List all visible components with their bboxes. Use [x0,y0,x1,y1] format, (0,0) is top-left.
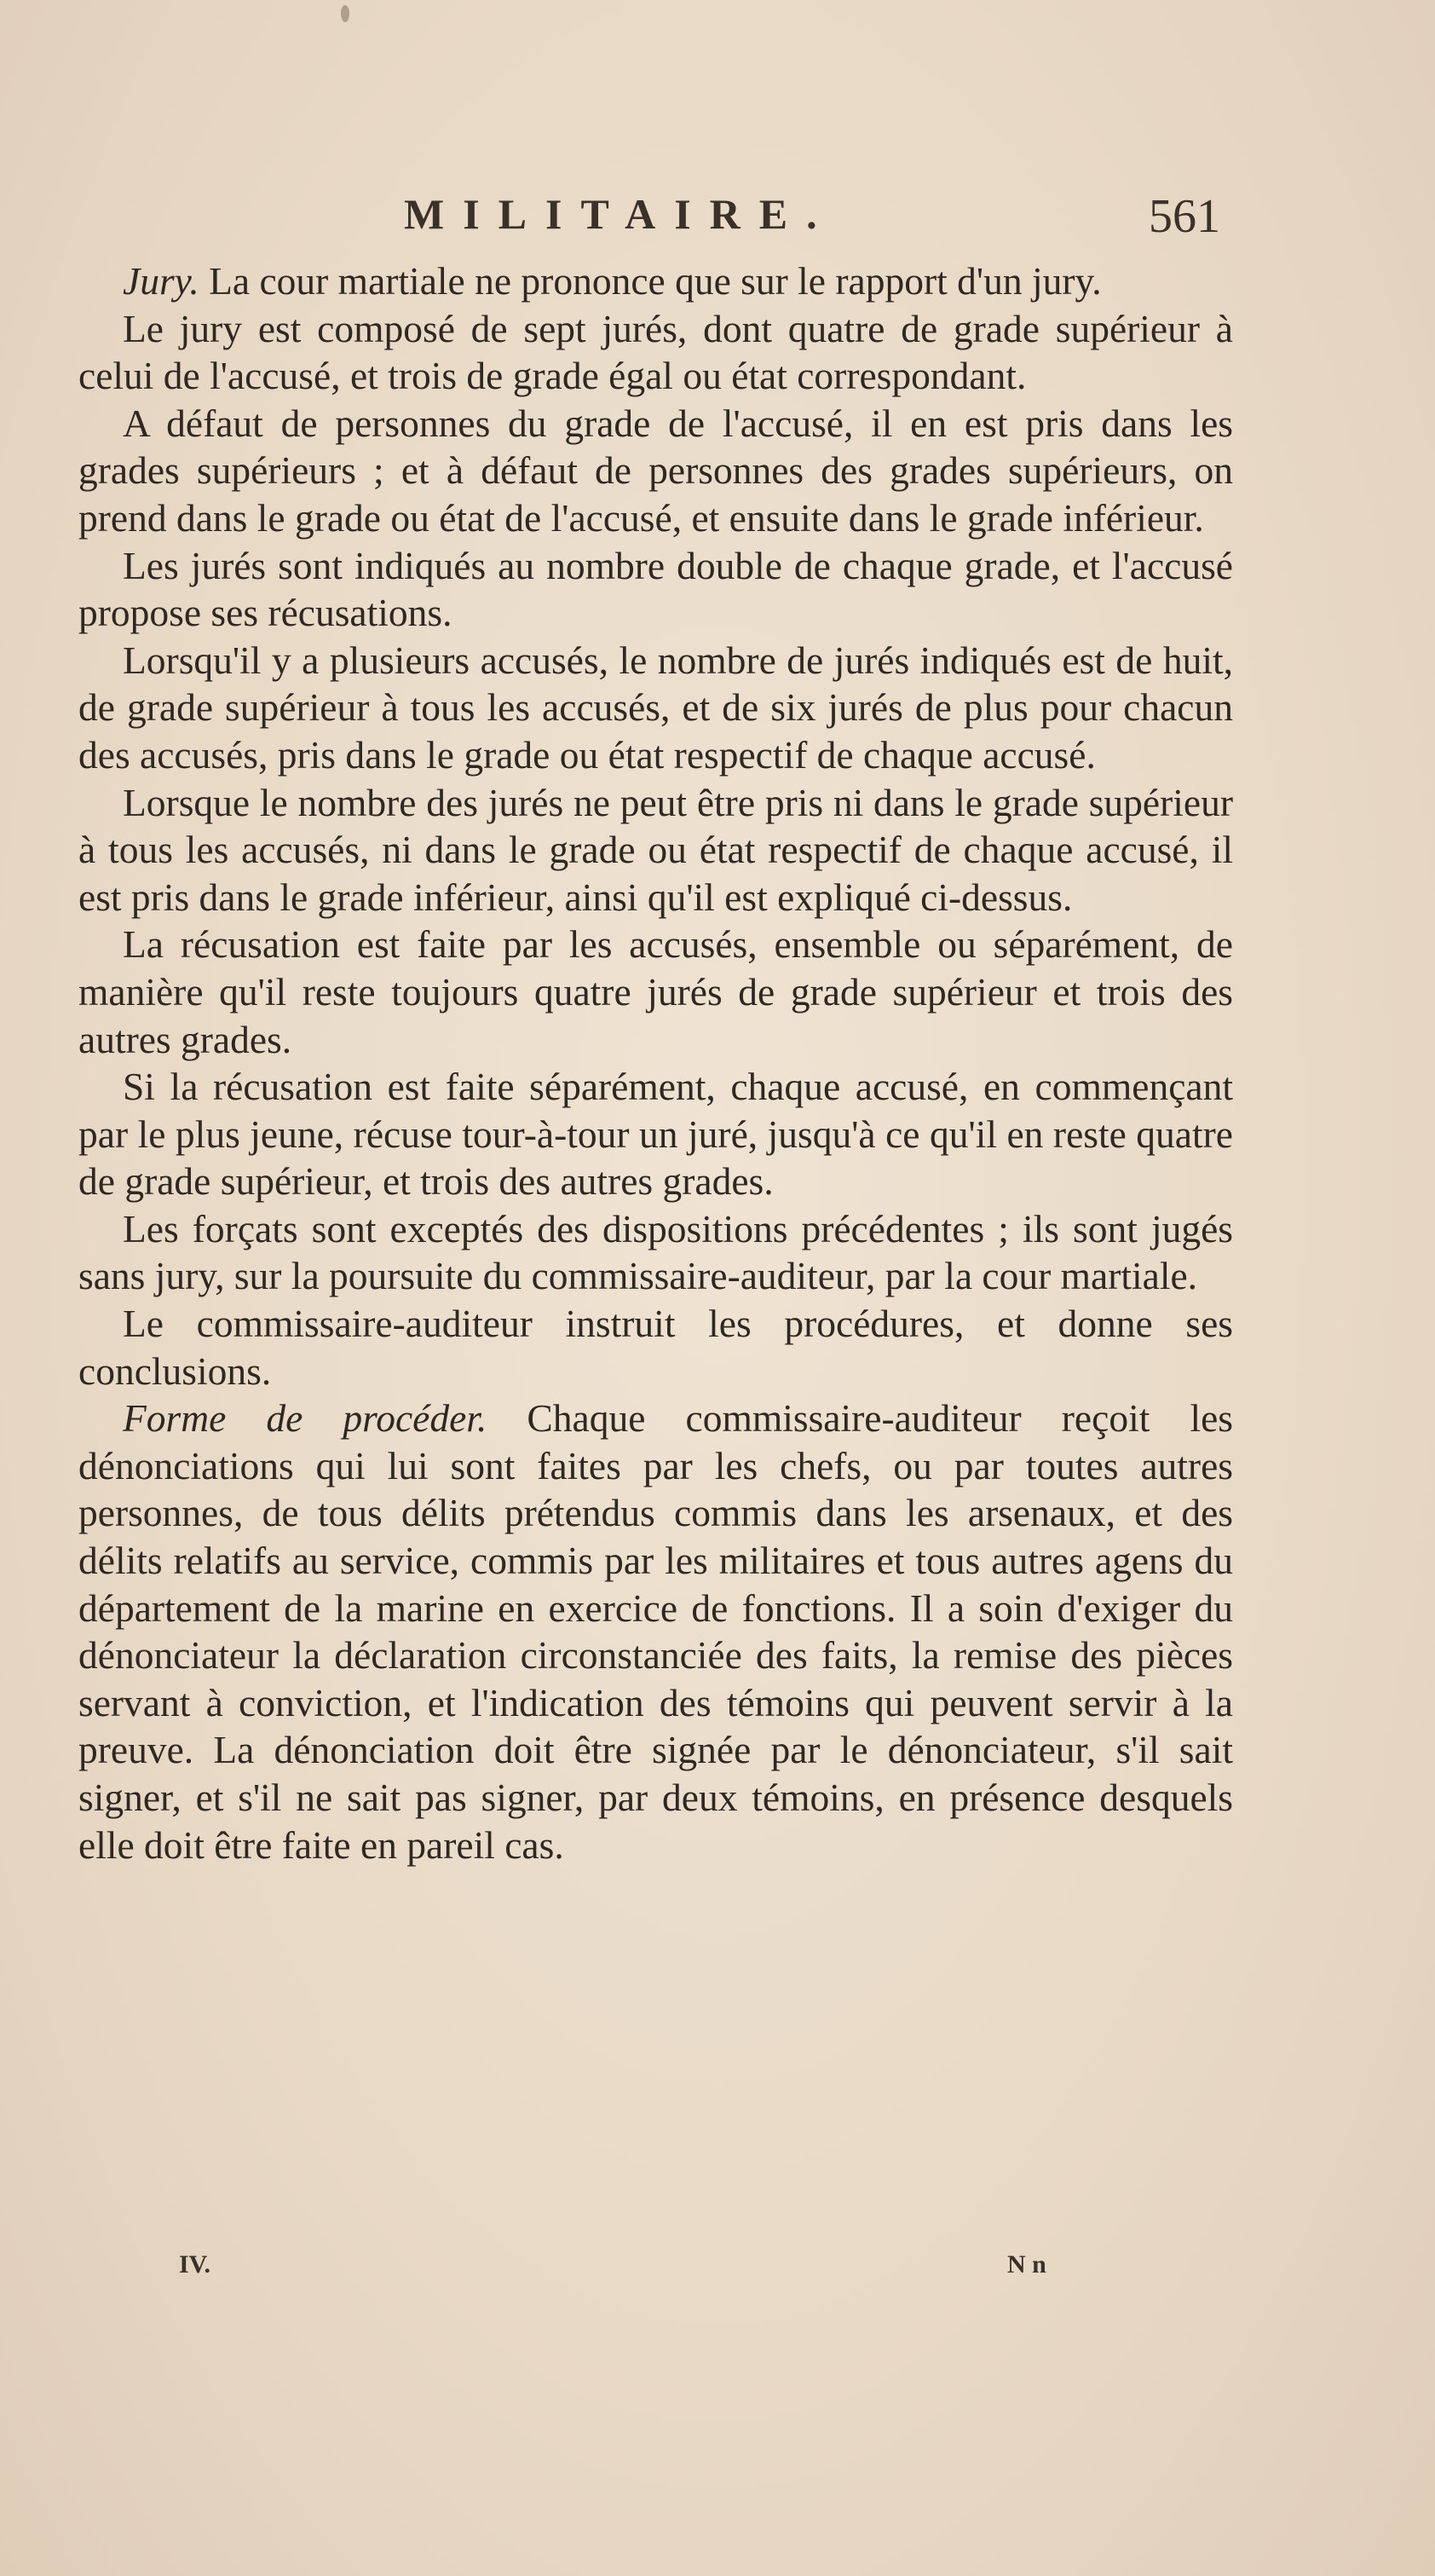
paragraph-text: Lorsqu'il y a plusieurs accusés, le nombre de jurés indiqués est de huit, de grade supérieur à tous les accusés, et de six jurés de plus pour chacun des accusés, pris dans le grade ou état respectif de chaque accusé. [78,638,1233,777]
paragraph-text: Chaque commissaire-auditeur reçoit les dénonciations qui lui sont faites par les chefs, ou par toutes autres personnes, de tous délits prétendus commis dans les arsenaux, et des délits relatifs au service, commis par les militaires et tous autres agens du département de la marine en exercice de fonctions. Il a soin d'exiger du dénonciateur la déclaration circonstanciée des faits, la remise des pièces servant à conviction, et l'indication des témoins qui peuvent servir à la preuve. La dénonciation doit être signée par le dénonciateur, s'il sait signer, et s'il ne sait pas signer, par deux témoins, en présence desquels elle doit être faite en pareil cas. [78,1396,1233,1867]
paragraph [78,1395,1233,1868]
paragraph-text: La récusation est faite par les accusés, ensemble ou séparément, de manière qu'il reste toujours quatre jurés de grade supérieur et trois des autres grades. [78,922,1233,1061]
page-number: 561 [1149,190,1220,243]
paragraph [78,257,1233,305]
paragraph-text: Le jury est composé de sept jurés, dont quatre de grade supérieur à celui de l'accusé, et trois de grade égal ou état correspondant. [78,306,1233,398]
body-text [78,257,1233,1868]
signature-mark: N n [1007,2250,1046,2279]
paragraph-text: Lorsque le nombre des jurés ne peut être pris ni dans le grade supérieur à tous les accusés, ni dans le grade ou état respectif de chaque accusé, il est pris dans le grade inférieur, ainsi qu'il est expliqué ci-dessus. [78,780,1233,919]
paragraph [78,1300,1233,1395]
paragraph [78,921,1233,1063]
paragraph-text: La cour martiale ne prononce que sur le rapport d'un jury. [199,259,1102,303]
paragraph-text: Les jurés sont indiqués au nombre double de chaque grade, et l'accusé propose ses récusations. [78,543,1233,635]
running-head [78,189,1220,249]
volume-mark: IV. [179,2250,210,2279]
paragraph-text: Le commissaire-auditeur instruit les procédures, et donne ses conclusions. [78,1302,1233,1393]
paragraph-text: Les forçats sont exceptés des dispositions précédentes ; ils sont jugés sans jury, sur la poursuite du commissaire-auditeur, par la cour martiale. [78,1206,1233,1298]
paragraph-lead-italic: Jury. [123,259,199,303]
ink-speck [341,5,349,22]
paragraph-lead-italic: Forme de procéder. [123,1396,487,1441]
paragraph [78,400,1233,542]
paragraph [78,305,1233,400]
paragraph [78,542,1233,637]
page-footer [78,2250,1233,2293]
paragraph [78,1063,1233,1205]
paragraph [78,637,1233,779]
paragraph [78,1205,1233,1300]
paragraph-text: A défaut de personnes du grade de l'accusé, il en est pris dans les grades supérieurs ; et à défaut de personnes des grades supérieurs, on prend dans le grade ou état de l'accusé, et ensuite dans le grade inférieur. [78,401,1233,540]
paragraph-text: Si la récusation est faite séparément, chaque accusé, en commençant par le plus jeune, récuse tour-à-tour un juré, jusqu'à ce qu'il en reste quatre de grade supérieur, et trois des autres grades. [78,1065,1233,1204]
running-head-title: MILITAIRE. [404,190,836,238]
paragraph [78,779,1233,921]
